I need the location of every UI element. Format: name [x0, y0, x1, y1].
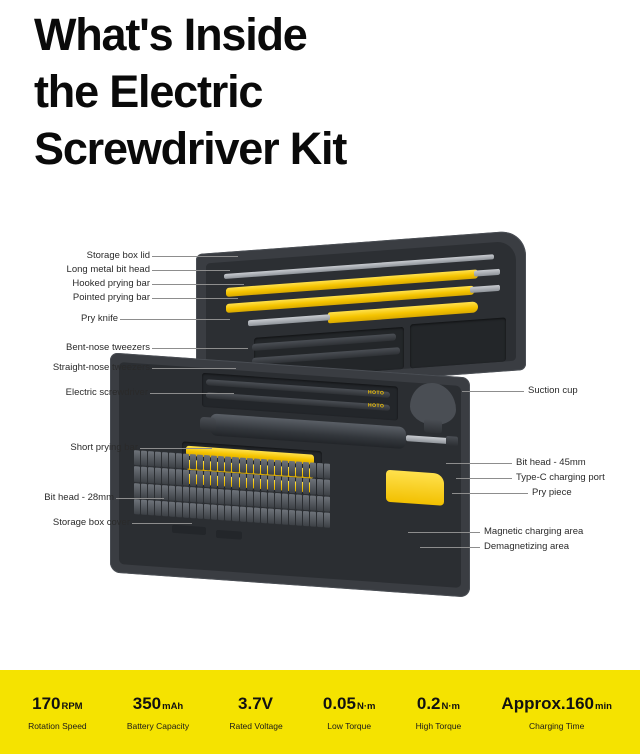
leader-line-straight-nose-tweezers [152, 368, 236, 369]
leader-line-bit-head-28mm [116, 498, 164, 499]
spec-low-torque-caption: Low Torque [327, 720, 372, 731]
spec-value-text: 0.2 [416, 693, 441, 713]
spec-high-torque-caption: High Torque [415, 720, 462, 731]
spec-value-text: Approx.160 [501, 693, 595, 713]
spec-value-text: 3.7V [238, 693, 274, 713]
label-type-c-charging-port: Type-C charging port [516, 472, 605, 483]
spec-rotation-speed [28, 694, 87, 731]
spec-rated-voltage-value [229, 694, 282, 717]
spec-charging-time [501, 694, 611, 731]
title-line-2: the Electric [34, 66, 263, 117]
leader-line-pry-piece [452, 493, 528, 494]
label-bit-head-28mm: Bit head - 28mm [44, 492, 114, 503]
label-short-prying-bar: Short prying bar [70, 442, 138, 453]
page-title [34, 6, 594, 177]
spec-battery-capacity-caption: Battery Capacity [126, 720, 190, 731]
leader-line-suction-cup [462, 391, 524, 392]
leader-line-short-prying-bar [140, 448, 212, 449]
spec-battery-capacity [127, 694, 189, 731]
type-c-charging-port [446, 436, 458, 447]
brand-mark-1: HOTO [368, 389, 385, 397]
title-line-1: What's Inside [34, 9, 307, 60]
spec-value-text: 350 [132, 693, 162, 713]
demagnetizing-area [216, 530, 242, 540]
label-electric-screwdriver: Electric screwdriver [65, 387, 148, 398]
label-pry-piece: Pry piece [532, 487, 572, 498]
spec-charging-time-caption: Charging Time [529, 720, 585, 731]
spec-value-text: 0.05 [322, 693, 356, 713]
suction-cup-handle [424, 418, 442, 433]
pry-piece [386, 470, 444, 506]
spec-value-text: 170 [32, 693, 61, 713]
spec-bar [0, 670, 640, 754]
leader-line-pointed-prying-bar [152, 298, 238, 299]
storage-box-base [110, 352, 470, 597]
label-straight-nose-tweezers: Straight-nose tweezers [52, 362, 150, 373]
spec-rotation-speed-value [28, 694, 87, 717]
label-bit-head-45mm: Bit head - 45mm [516, 457, 586, 468]
leader-line-demagnetizing-area [420, 547, 480, 548]
leader-line-bent-nose-tweezers [152, 348, 248, 349]
spec-unit-text: RPM [61, 700, 83, 712]
spec-unit-text: N·m [356, 700, 376, 712]
spec-low-torque-value [323, 694, 376, 717]
spec-high-torque-value [416, 694, 462, 717]
leader-line-bit-head-45mm [446, 463, 512, 464]
leader-line-magnetic-area [408, 532, 480, 533]
label-hooked-prying-bar: Hooked prying bar [72, 278, 150, 289]
label-magnetic-charging-area: Magnetic charging area [484, 526, 584, 537]
label-demagnetizing-area: Demagnetizing area [484, 541, 570, 552]
brand-mark-2: HOTO [368, 402, 385, 410]
spec-unit-text: mAh [162, 700, 184, 712]
kit-diagram [0, 205, 640, 665]
leader-line-storage-box-lid [152, 256, 238, 257]
spec-unit-text: min [595, 700, 612, 712]
label-bent-nose-tweezers: Bent-nose tweezers [66, 342, 150, 353]
leader-line-storage-box-cover [132, 523, 192, 524]
label-storage-box-cover: Storage box cover [52, 517, 130, 528]
label-storage-box-lid: Storage box lid [86, 250, 150, 261]
lid-right-slot [410, 317, 506, 368]
leader-line-electric-screwdriver [150, 393, 234, 394]
screwdriver-collar [200, 417, 216, 432]
leader-line-long-metal-bit-head [152, 270, 230, 271]
leader-line-hooked-prying-bar [152, 284, 244, 285]
label-long-metal-bit-head: Long metal bit head [66, 264, 150, 275]
spec-rotation-speed-caption: Rotation Speed [28, 720, 87, 731]
spec-high-torque [416, 694, 462, 731]
spec-list [0, 670, 640, 754]
spec-unit-text: N·m [441, 700, 460, 712]
label-pry-knife: Pry knife [81, 313, 118, 324]
spec-battery-capacity-value [127, 694, 189, 717]
leader-line-type-c-port [456, 478, 512, 479]
label-suction-cup: Suction cup [528, 385, 578, 396]
spec-charging-time-value [501, 694, 611, 717]
spec-rated-voltage-caption: Rated Voltage [229, 720, 283, 731]
leader-line-pry-knife [120, 319, 230, 320]
bit-head-28mm-grid [134, 450, 330, 528]
title-line-3: Screwdriver Kit [34, 123, 347, 174]
label-pointed-prying-bar: Pointed prying bar [72, 292, 150, 303]
spec-low-torque [323, 694, 376, 731]
spec-rated-voltage [229, 694, 282, 731]
